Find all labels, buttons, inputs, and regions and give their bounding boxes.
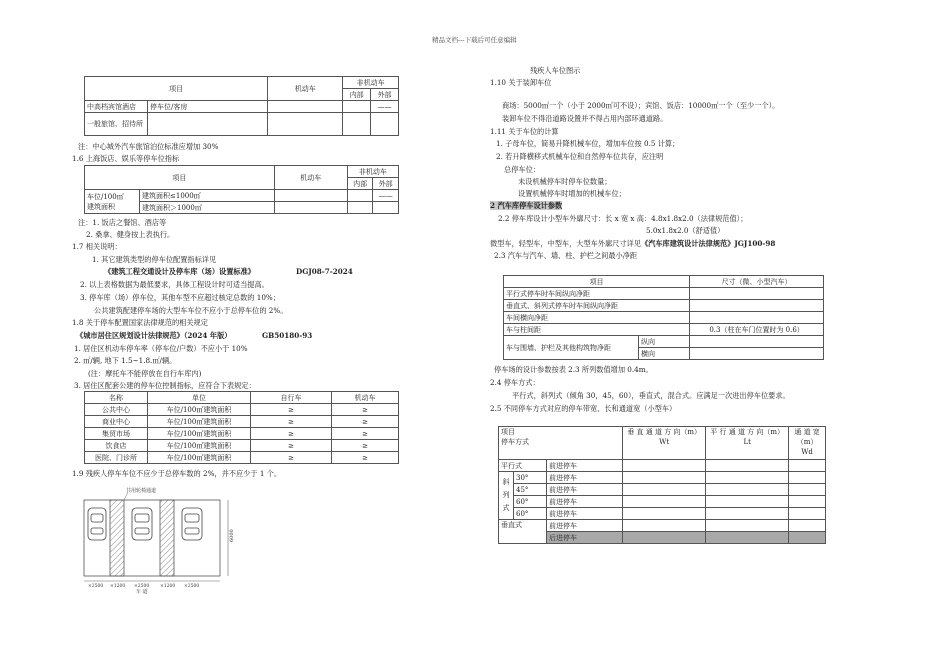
cell: 停车位/客房 xyxy=(148,101,268,113)
car-icon xyxy=(88,508,106,540)
paragraph: 2. 若升降横移式机械车位和自然停车位共存，应注明 xyxy=(496,152,664,161)
cell xyxy=(789,496,826,508)
cell: 尺寸（微、小型汽车） xyxy=(690,276,824,288)
cell: 自行车 xyxy=(251,392,332,404)
row-label: 建筑面积 xyxy=(87,202,115,211)
reference-title: 《建筑工程交通设计及停车库（场）设置标准》 xyxy=(104,267,255,276)
cell: 内部 xyxy=(343,89,371,101)
cell: 中高档宾馆酒店 xyxy=(85,101,148,113)
cell: 外部 xyxy=(371,89,399,101)
paragraph: 3. 居住区配套公建的停车位控制指标，应符合下表规定： xyxy=(74,381,256,390)
section-heading: 2.5 不同停车方式对应的停车带宽、长和通道宽（小型车） xyxy=(490,404,677,413)
cell: —— xyxy=(373,190,399,202)
cell xyxy=(789,427,826,460)
cell xyxy=(789,520,826,532)
cell xyxy=(706,484,789,496)
section-heading: 1.6 上海饭店、娱乐等停车位指标 xyxy=(72,154,180,163)
cell: 车间横向净距 xyxy=(504,312,690,324)
note: (注：摩托车不能停放在自行车库内) xyxy=(88,369,202,378)
hotel-parking-table xyxy=(84,76,399,136)
cell: 内部 xyxy=(347,178,373,190)
cell: ≥ xyxy=(332,440,399,452)
cell xyxy=(706,472,789,484)
cell xyxy=(343,101,371,113)
cell: 前进停车 xyxy=(547,508,623,520)
cell: 车与柱间距 xyxy=(504,324,690,336)
paragraph: 总停车位： xyxy=(504,165,540,174)
header-label: Wd xyxy=(801,448,813,456)
cell: 饮食店 xyxy=(85,440,148,452)
cell: 车位/100㎡建筑面积 xyxy=(148,404,251,416)
paragraph: 1. 子母车位，简易升降机械车位，增加车位按 0.5 计算； xyxy=(496,139,680,148)
cell xyxy=(789,508,826,520)
cell xyxy=(268,101,343,113)
cell: 车位/100㎡建筑面积 xyxy=(148,440,251,452)
public-facility-parking-table xyxy=(84,391,399,464)
paragraph: 1. 其它建筑类型的停车位配置指标详见 xyxy=(92,255,217,264)
cell: 后进停车 xyxy=(547,532,623,544)
cell xyxy=(343,113,371,136)
section-heading: 1.8 关于停车配置国家法律规范的相关规定 xyxy=(72,318,208,327)
cell xyxy=(347,190,373,202)
cell: 60° xyxy=(514,508,547,520)
cell: 名称 xyxy=(85,392,148,404)
paragraph: 公共建筑配建停车场的大型车车位不应小于总停车位的 2%。 xyxy=(94,306,288,315)
section-heading: 1.11 关于车位的计算 xyxy=(490,127,559,136)
cell xyxy=(690,336,824,348)
paragraph: 2. ㎡/辆, 地下 1.5~1.8.㎡/辆。 xyxy=(74,356,177,365)
slant-label: 式 xyxy=(502,504,510,512)
clearance-table xyxy=(503,275,824,360)
paragraph: 2. 以上表格数据为最低要求，具体工程设计时可适当提高。 xyxy=(80,280,269,289)
cell xyxy=(274,190,347,202)
cell: 前进停车 xyxy=(547,472,623,484)
section-heading: 1.7 相关说明： xyxy=(72,242,122,251)
header-label: （m） xyxy=(796,438,818,446)
figure-label: 车 道 xyxy=(136,589,148,594)
figure-label: 共用轮椅通道 xyxy=(126,488,157,494)
reference-title: 《城市居住区规划设计法律规范》（2024 年版） xyxy=(76,331,232,340)
cell xyxy=(623,472,706,484)
cell xyxy=(706,460,789,472)
header-label: 通 道 宽 xyxy=(794,428,820,436)
cell xyxy=(499,427,623,460)
cell: 项目 xyxy=(85,166,275,190)
cell: 平行式 xyxy=(499,460,547,472)
car-icon xyxy=(132,508,152,540)
accessible-parking-diagram xyxy=(80,486,260,594)
cell: 车位/100㎡建筑面积 xyxy=(148,452,251,464)
header-label: Lt xyxy=(743,438,751,446)
cell: ≥ xyxy=(251,428,332,440)
cell: 非机动车 xyxy=(347,166,398,178)
reference-title: 《汽车库建筑设计法律规范》JGJ100-98 xyxy=(640,239,776,248)
paragraph: 装卸车位不得沿道路设置并不得占用内部环通道路。 xyxy=(502,114,668,123)
cell: 45° xyxy=(514,484,547,496)
cell: 车位/100㎡建筑面积 xyxy=(148,416,251,428)
cell: 外部 xyxy=(373,178,399,190)
section-heading: 2.3 汽车与汽车、墙、柱、护栏之间最小净距 xyxy=(494,251,638,260)
cell: 项目 xyxy=(85,77,268,101)
cell xyxy=(623,427,706,460)
cell: 平行式停车时车间纵向净距 xyxy=(504,288,690,300)
cell xyxy=(373,202,399,214)
section-heading: 1.9 残疾人停车车位不应少于总停车数的 2%，并不应少于 1 个。 xyxy=(72,469,282,478)
cell: 车与围墙、护栏及其他构筑物净距 xyxy=(504,336,639,360)
cell: 集贸市场 xyxy=(85,428,148,440)
cell: 前进停车 xyxy=(547,484,623,496)
cell: 横向 xyxy=(639,348,690,360)
paragraph: 商场：5000㎡一个（小于 2000㎡可不设）；宾馆、饭店：10000㎡一个（至少一个）。 xyxy=(502,101,780,110)
cell xyxy=(371,113,399,136)
cell: 建筑面积≤1000㎡ xyxy=(140,190,275,202)
cell xyxy=(85,190,140,214)
cell xyxy=(268,113,343,136)
cell xyxy=(623,508,706,520)
cell: 前进停车 xyxy=(547,520,623,532)
dimension-label: ×1200 xyxy=(160,584,176,589)
cell: 项目 xyxy=(504,276,690,288)
section-heading-highlighted: 2 汽车库停车设计参数 xyxy=(490,201,563,210)
cell: 纵向 xyxy=(639,336,690,348)
cell xyxy=(789,460,826,472)
paragraph: 5.0x1.8x2.0（舒适值） xyxy=(646,226,725,235)
section-heading: 2.4 停车方式： xyxy=(490,378,540,387)
note: 2. 桑拿、健身按上表执行。 xyxy=(86,230,175,239)
restaurant-parking-table xyxy=(84,165,399,214)
cell: 垂直式、斜列式停车时车间纵向净距 xyxy=(504,300,690,312)
cell xyxy=(148,113,268,136)
cell xyxy=(706,508,789,520)
paragraph-text: 微型车，轻型车，中型车，大型车外廓尺寸详见 xyxy=(490,239,641,248)
dimension-label: 6000 xyxy=(229,529,235,542)
cell: 前进停车 xyxy=(547,460,623,472)
cell xyxy=(706,427,789,460)
cell: ≥ xyxy=(332,428,399,440)
dimension-label: ×2500 xyxy=(88,584,104,589)
cell: ≥ xyxy=(332,452,399,464)
paragraph: 未设机械停车时停车位数量； xyxy=(518,177,612,186)
cell: —— xyxy=(371,101,399,113)
paragraph: 3. 停车库（场）停车位，其他车型不应超过核定总数的 10%； xyxy=(80,293,280,302)
paragraph xyxy=(490,239,775,248)
cell xyxy=(789,532,826,544)
cell: 30° xyxy=(514,472,547,484)
cell xyxy=(623,484,706,496)
page-header: 精品文档---下载后可任意编辑 xyxy=(432,36,517,44)
cell xyxy=(690,288,824,300)
cell xyxy=(789,472,826,484)
cell: 医院、门诊所 xyxy=(85,452,148,464)
cell: 机动车 xyxy=(332,392,399,404)
cell: 公共中心 xyxy=(85,404,148,416)
row-label: 车位/100㎡ xyxy=(87,192,124,201)
cell xyxy=(706,520,789,532)
cell: 非机动车 xyxy=(343,77,399,89)
car-icon xyxy=(182,508,202,540)
paragraph: 1. 居住区机动车停车率（停车位/户数）不应小于 10% xyxy=(74,344,248,353)
cell: 商业中心 xyxy=(85,416,148,428)
cell: 前进停车 xyxy=(547,496,623,508)
cell xyxy=(623,496,706,508)
cell: ≥ xyxy=(251,404,332,416)
cell: 单位 xyxy=(148,392,251,404)
header-label: Wt xyxy=(659,438,670,446)
cell xyxy=(789,484,826,496)
cell xyxy=(690,348,824,360)
header-label: 停车方式 xyxy=(501,438,529,446)
parking-mode-table xyxy=(498,426,826,544)
cell: 一般旅馆、招待所 xyxy=(85,113,148,136)
reference-code: DGJ08-7-2024 xyxy=(296,267,353,276)
cell xyxy=(623,460,706,472)
header-label: 垂 直 通 道 方 向（m） xyxy=(627,428,702,436)
cell xyxy=(274,202,347,214)
cell: ≥ xyxy=(251,452,332,464)
section-heading: 1.10 关于装卸车位 xyxy=(490,78,552,87)
cell xyxy=(706,496,789,508)
slant-label: 列 xyxy=(502,491,510,499)
figure-caption: 残疾人车位图示 xyxy=(530,66,581,75)
paragraph: 设置机械停车时增加的机械车位； xyxy=(518,189,626,198)
reference-code: GB50180-93 xyxy=(262,331,313,340)
dimension-label: ×1200 xyxy=(110,584,126,589)
cell: 建筑面积＞1000㎡ xyxy=(140,202,275,214)
dimension-label: ×2500 xyxy=(134,584,150,589)
slant-label: 斜 xyxy=(502,478,510,486)
cell xyxy=(690,312,824,324)
cell xyxy=(623,532,706,544)
cell xyxy=(623,520,706,532)
cell: 机动车 xyxy=(274,166,347,190)
cell: ≥ xyxy=(332,404,399,416)
cell: 车位/100㎡建筑面积 xyxy=(148,428,251,440)
cell: 机动车 xyxy=(268,77,343,101)
cell: ≥ xyxy=(332,416,399,428)
note: 注：中心城外汽车旅馆泊位标准应增加 30% xyxy=(78,142,219,151)
cell: 垂直式 xyxy=(499,520,547,544)
cell xyxy=(690,300,824,312)
dimension-label: ×2500 xyxy=(184,584,200,589)
cell: 0.3（柱在车门位置时为 0.6） xyxy=(690,324,824,336)
header-label: 项目 xyxy=(501,428,515,436)
paragraph: 2.2 停车库设计小型车外廓尺寸：长 x 宽 x 高：4.8x1.8x2.0（法律规范值）； xyxy=(498,214,748,223)
cell: ≥ xyxy=(251,416,332,428)
cell xyxy=(706,532,789,544)
cell xyxy=(499,472,514,520)
cell xyxy=(347,202,373,214)
note: 注：1. 饭店之餐馆、酒店等 xyxy=(78,218,167,227)
note: 停车场的设计参数按表 2.3 所列数值增加 0.4m。 xyxy=(494,365,653,374)
cell: ≥ xyxy=(251,440,332,452)
paragraph: 平行式，斜列式（倾角 30，45，60），垂直式，混合式。应满足一次进出停车位要求。 xyxy=(512,391,790,400)
header-label: 平 行 通 道 方 向（m） xyxy=(710,428,785,436)
cell: 60° xyxy=(514,496,547,508)
